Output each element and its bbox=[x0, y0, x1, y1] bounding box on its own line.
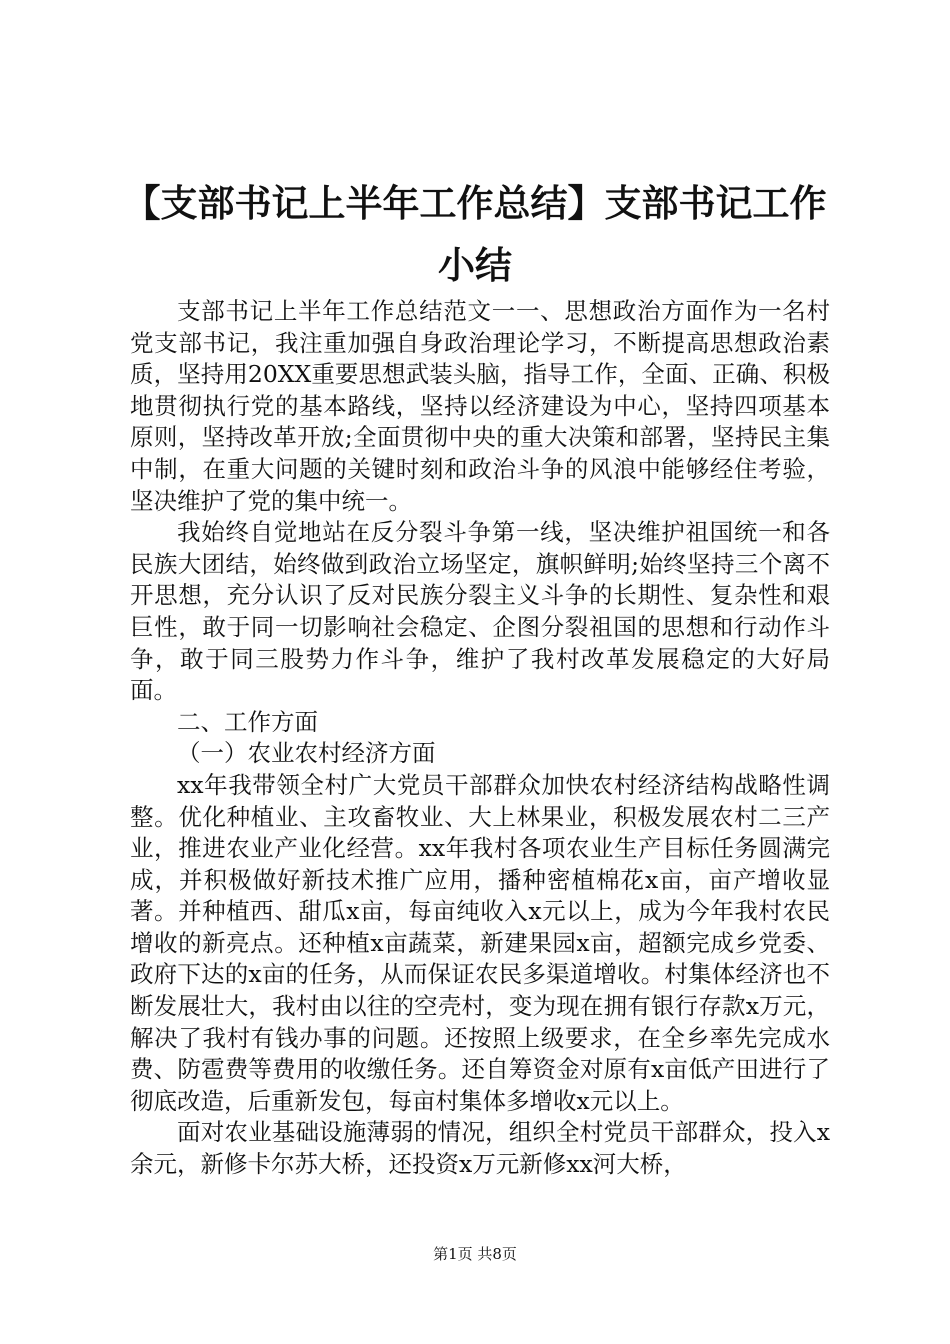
paragraph-3: xx年我带领全村广大党员干部群众加快农村经济结构战略性调整。优化种植业、主攻畜牧业、大上林果业，积极发展农村二三产业，推进农业产业化经营。xx年我村各项农业生产目标任务圆满完成，并积极做好新技术推广应用，播种密植棉花x亩，亩产增收显著。并种植西、甜瓜x亩，每亩纯收入x元以上，成为今年我村农民增收的新亮点。还种植x亩蔬菜，新建果园x亩，超额完成乡党委、政府下达的x亩的任务，从而保证农民多渠道增收。村集体经济也不断发展壮大，我村由以往的空壳村，变为现在拥有银行存款x万元，解决了我村有钱办事的问题。还按照上级要求，在全乡率先完成水费、防雹费等费用的收缴任务。还自筹资金对原有x亩低产田进行了彻底改造，后重新发包，每亩村集体多增收x元以上。 bbox=[130, 770, 830, 1115]
page-footer: 第1页 共8页 bbox=[433, 1245, 517, 1263]
document-body bbox=[130, 296, 830, 1181]
document-title: 【支部书记上半年工作总结】支部书记工作小结 bbox=[123, 181, 827, 287]
section-heading-work: 二、工作方面 bbox=[177, 707, 318, 736]
paragraph-4: 面对农业基础设施薄弱的情况，组织全村党员干部群众，投入x余元，新修卡尔苏大桥，还投资x万元新修xx河大桥， bbox=[130, 1118, 830, 1179]
paragraph-1: 支部书记上半年工作总结范文一一、思想政治方面作为一名村党支部书记，我注重加强自身政治理论学习，不断提高思想政治素质，坚持用20XX重要思想武装头脑，指导工作，全面、正确、积极地贯彻执行党的基本路线，坚持以经济建设为中心，坚持四项基本原则，坚持改革开放;全面贯彻中央的重大决策和部署，坚持民主集中制，在重大问题的关键时刻和政治斗争的风浪中能够经住考验，坚决维护了党的集中统一。 bbox=[130, 297, 830, 515]
paragraph-2: 我始终自觉地站在反分裂斗争第一线，坚决维护祖国统一和各民族大团结，始终做到政治立场坚定，旗帜鲜明;始终坚持三个离不开思想，充分认识了反对民族分裂主义斗争的长期性、复杂性和艰巨性，敢于同一切影响社会稳定、企图分裂祖国的思想和行动作斗争，敢于同三股势力作斗争，维护了我村改革发展稳定的大好局面。 bbox=[130, 518, 830, 705]
subsection-heading-agriculture: （一）农业农村经济方面 bbox=[177, 739, 436, 768]
